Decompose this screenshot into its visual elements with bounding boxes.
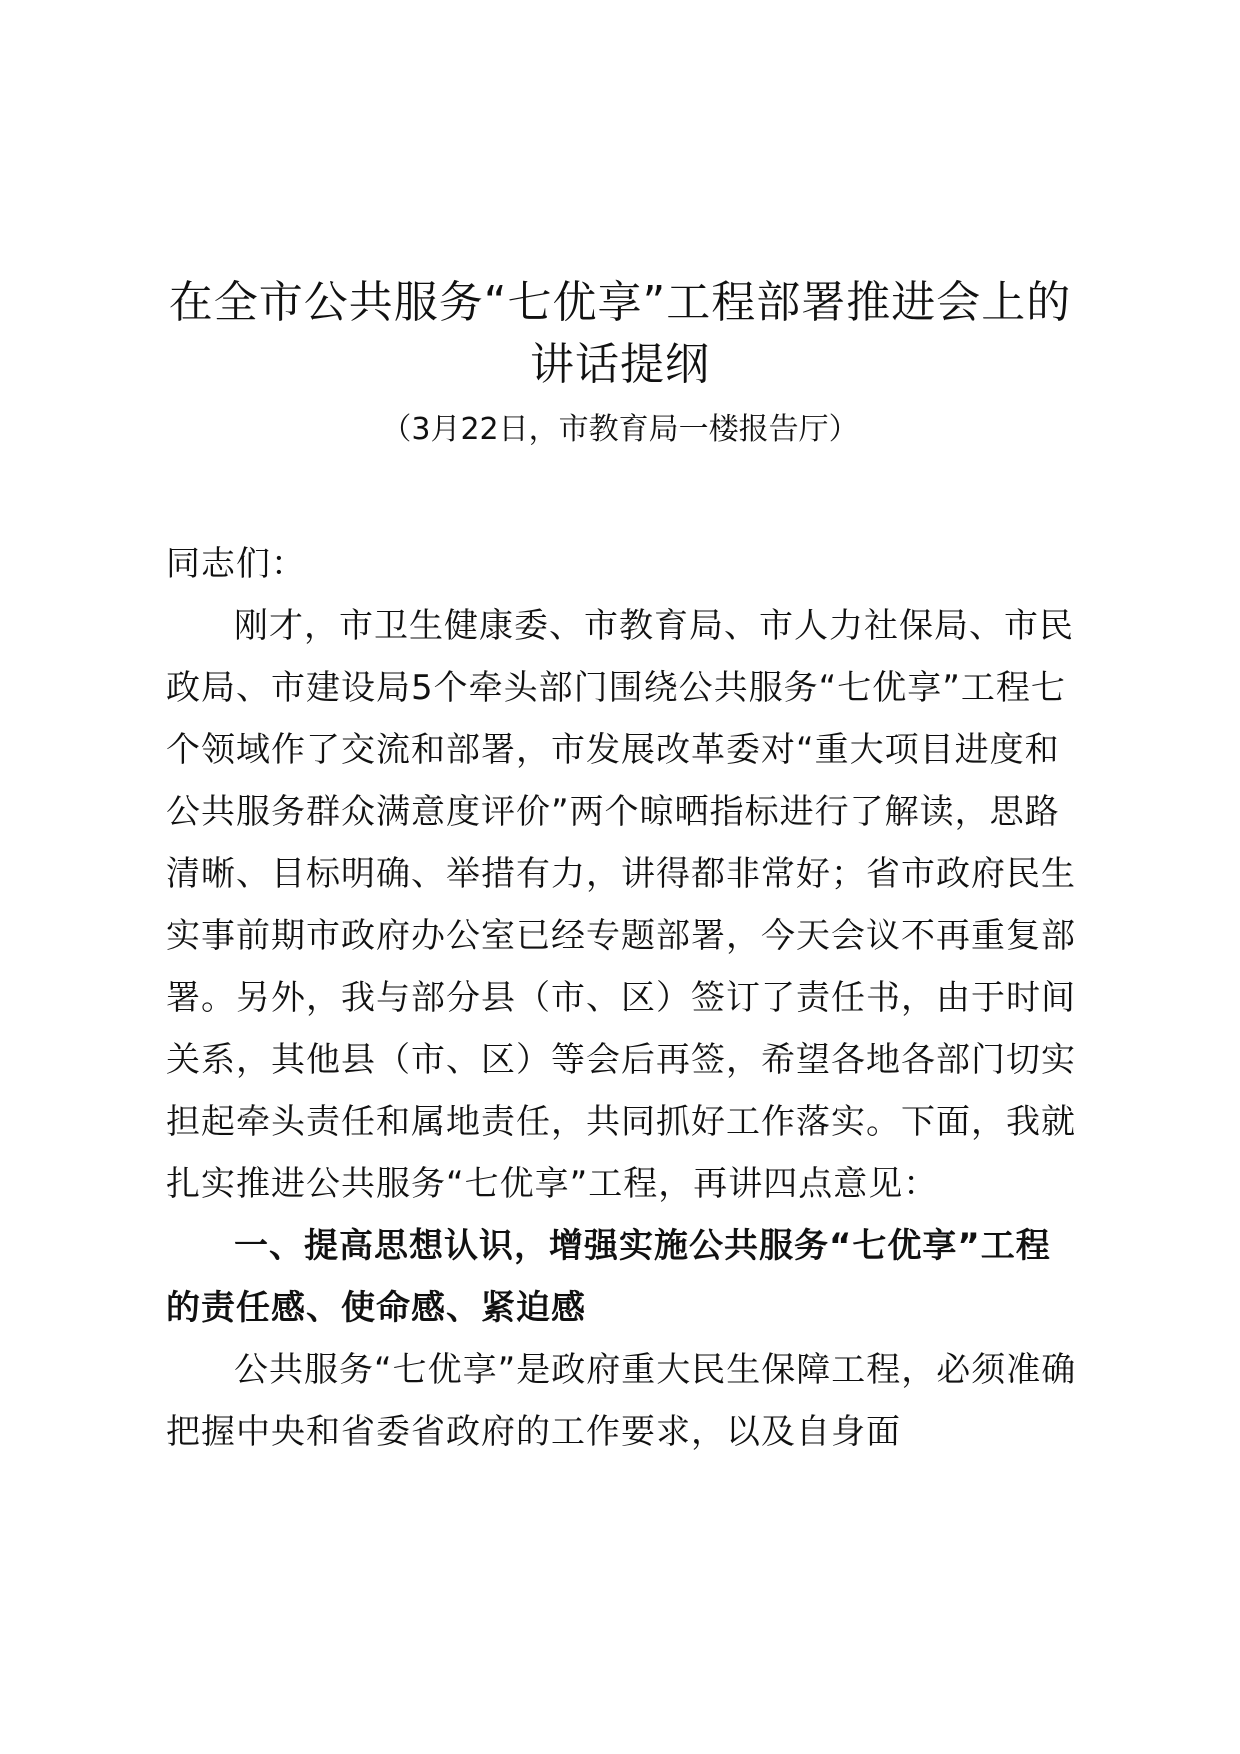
paragraph-section-1: 公共服务“七优享”是政府重大民生保障工程，必须准确把握中央和省委省政府的工作要求，以及自身面 [166,1350,1077,1452]
document-body [166,533,1082,1463]
document-title: 在全市公共服务“七优享”工程部署推进会上的讲话提纲 [168,277,1072,390]
paragraph-intro: 刚才，市卫生健康委、市教育局、市人力社保局、市民政局、市建设局5个牵头部门围绕公共服务“七优享”工程七个领域作了交流和部署，市发展改革委对“重大项目进度和公共服务群众满意度评价”两个晾晒指标进行了解读，思路清晰、目标明确、举措有力，讲得都非常好；省市政府民生实事前期市政府办公室已经专题部署，今天会议不再重复部署。另外，我与部分县（市、区）签订了责任书，由于时间关系，其他县（市、区）等会后再签，希望各地各部门切实担起牵头责任和属地责任，共同抓好工作落实。下面，我就扎实推进公共服务“七优享”工程，再讲四点意见： [166,606,1076,1204]
section-heading-1: 一、提高思想认识，增强实施公共服务“七优享”工程的责任感、使命感、紧迫感 [166,1226,1051,1328]
document-subtitle: （3月22日，市教育局一楼报告厅） [381,412,859,447]
salutation: 同志们： [166,544,306,584]
